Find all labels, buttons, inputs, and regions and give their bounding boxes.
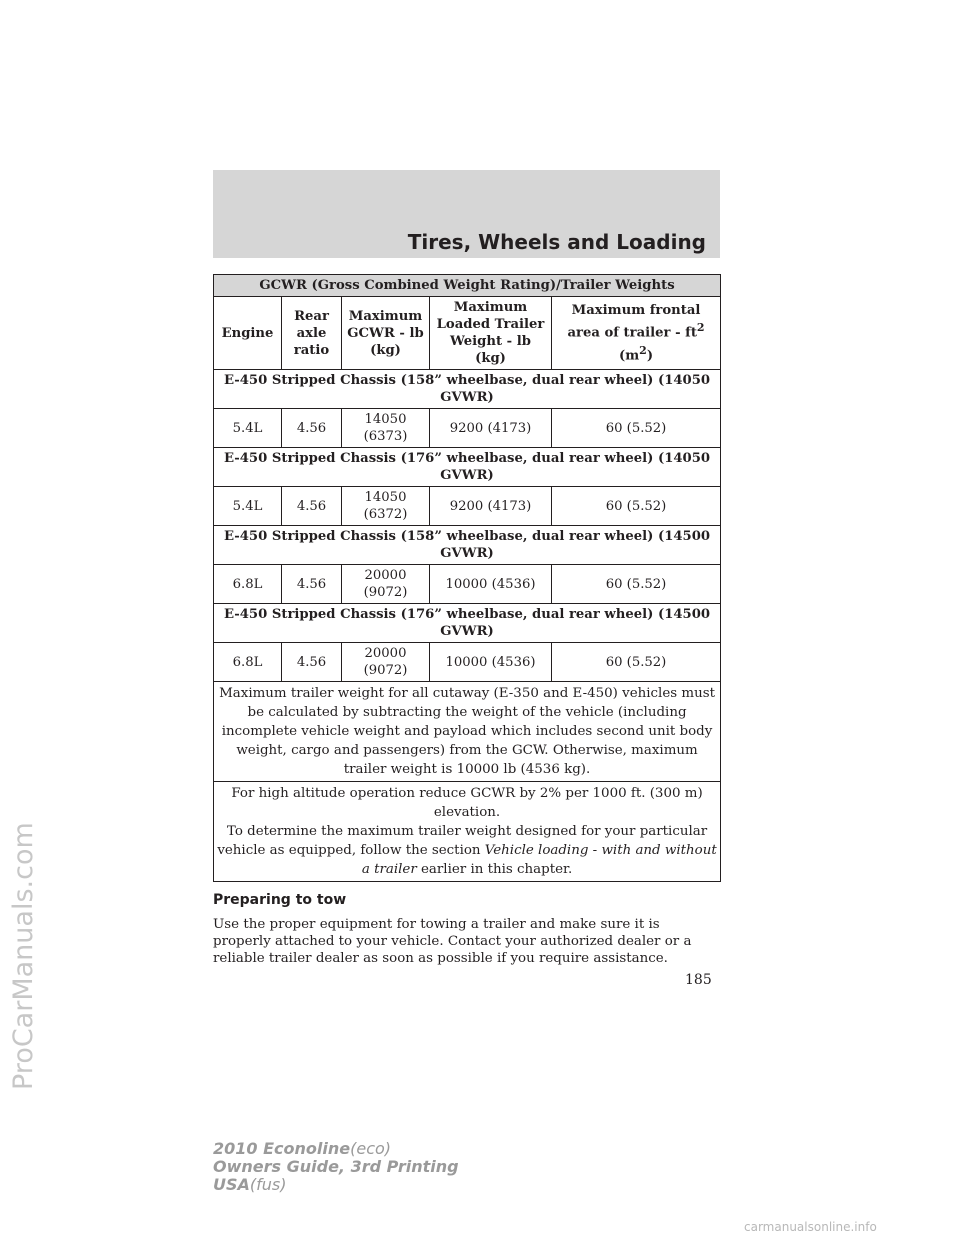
table-section-heading — [214, 448, 721, 487]
table-section-heading — [214, 526, 721, 565]
note-trailer-weight-cutaway: Maximum trailer weight for all cutaway (E-350 and E-450) vehicles must be calculated by subtracting the weight of the vehicle (including incomplete vehicle weight and payload which includes second unit body weight, cargo and passengers) from the GCW. Otherwise, maximum trailer weight is 10000 lb (4536 kg). — [214, 682, 721, 782]
col-header-engine: Engine — [214, 297, 282, 370]
frontal-area-label: Maximum frontal area of trailer - ft — [567, 303, 701, 341]
gcwr-table — [213, 274, 721, 882]
footer-model: 2010 Econoline — [213, 1139, 351, 1158]
frontal-area-metric-open: (m — [618, 347, 640, 363]
section-heading-cell: E-450 Stripped Chassis (158” wheelbase, dual rear wheel) (14500 GVWR) — [214, 526, 721, 565]
table-note-row — [214, 782, 721, 882]
cell-engine: 6.8L — [214, 565, 282, 604]
table-row — [214, 565, 721, 604]
cell-max-trailer-weight: 9200 (4173) — [430, 409, 552, 448]
footer-printing: Owners Guide, 3rd Printing — [213, 1157, 459, 1176]
body-paragraph: Use the proper equipment for towing a trailer and make sure it is properly attached to your vehicle. Contact your authorized dealer or a reliable trailer dealer as soon as possible if you require assistance. — [213, 917, 692, 966]
note-high-altitude — [214, 782, 721, 882]
chapter-title: Tires, Wheels and Loading — [407, 230, 706, 254]
cell-axle-ratio: 4.56 — [282, 565, 342, 604]
section-heading-cell: E-450 Stripped Chassis (176” wheelbase, dual rear wheel) (14050 GVWR) — [214, 448, 721, 487]
document-footer — [213, 1140, 459, 1194]
footer-model-code: (eco) — [350, 1139, 392, 1158]
frontal-area-metric-close: ) — [646, 347, 654, 363]
table-section-heading — [214, 370, 721, 409]
frontal-area-exponent: 2 — [696, 321, 705, 335]
col-header-max-frontal-area — [552, 297, 721, 370]
footer-region-code: (fus) — [249, 1175, 287, 1194]
table-note-row — [214, 682, 721, 782]
watermark: ProCarManuals.com — [8, 822, 39, 1090]
cell-engine: 5.4L — [214, 487, 282, 526]
table-row — [214, 487, 721, 526]
table-title-row — [214, 275, 721, 297]
cell-engine: 5.4L — [214, 409, 282, 448]
cell-max-trailer-weight: 10000 (4536) — [430, 565, 552, 604]
table-row — [214, 643, 721, 682]
cell-frontal-area: 60 (5.52) — [552, 487, 721, 526]
cell-max-trailer-weight: 10000 (4536) — [430, 643, 552, 682]
site-logo: carmanualsonline.info — [744, 1220, 877, 1234]
chapter-header-band — [213, 170, 720, 258]
cell-max-gcwr: 20000 (9072) — [342, 565, 430, 604]
page-number: 185 — [685, 972, 712, 988]
cell-max-gcwr: 14050 (6373) — [342, 409, 430, 448]
cell-max-gcwr: 14050 (6372) — [342, 487, 430, 526]
cell-max-trailer-weight: 9200 (4173) — [430, 487, 552, 526]
cell-axle-ratio: 4.56 — [282, 643, 342, 682]
section-heading-cell: E-450 Stripped Chassis (158” wheelbase, dual rear wheel) (14050 GVWR) — [214, 370, 721, 409]
note-reference-end: earlier in this chapter. — [416, 862, 573, 877]
table-section-heading — [214, 604, 721, 643]
cell-max-gcwr: 20000 (9072) — [342, 643, 430, 682]
cell-axle-ratio: 4.56 — [282, 487, 342, 526]
cell-frontal-area: 60 (5.52) — [552, 565, 721, 604]
note-altitude-text: For high altitude operation reduce GCWR by 2% per 1000 ft. (300 m) elevation. — [231, 786, 703, 820]
section-heading: Preparing to tow — [213, 892, 347, 908]
cell-frontal-area: 60 (5.52) — [552, 409, 721, 448]
col-header-max-trailer-weight: Maximum Loaded Trailer Weight - lb (kg) — [430, 297, 552, 370]
frontal-area-metric-exponent: 2 — [639, 343, 647, 357]
cell-engine: 6.8L — [214, 643, 282, 682]
table-header-row — [214, 297, 721, 370]
section-heading-cell: E-450 Stripped Chassis (176” wheelbase, dual rear wheel) (14500 GVWR) — [214, 604, 721, 643]
section-reference-link: Vehicle loading - with and without a trailer — [361, 843, 717, 877]
table-row — [214, 409, 721, 448]
cell-frontal-area: 60 (5.52) — [552, 643, 721, 682]
note-reference-text: To determine the maximum trailer weight designed for your particular vehicle as equipped, follow the section — [217, 824, 708, 858]
cell-axle-ratio: 4.56 — [282, 409, 342, 448]
col-header-max-gcwr: Maximum GCWR - lb (kg) — [342, 297, 430, 370]
footer-region: USA — [213, 1175, 250, 1194]
table-title: GCWR (Gross Combined Weight Rating)/Trailer Weights — [214, 275, 721, 297]
col-header-axle-ratio: Rear axle ratio — [282, 297, 342, 370]
